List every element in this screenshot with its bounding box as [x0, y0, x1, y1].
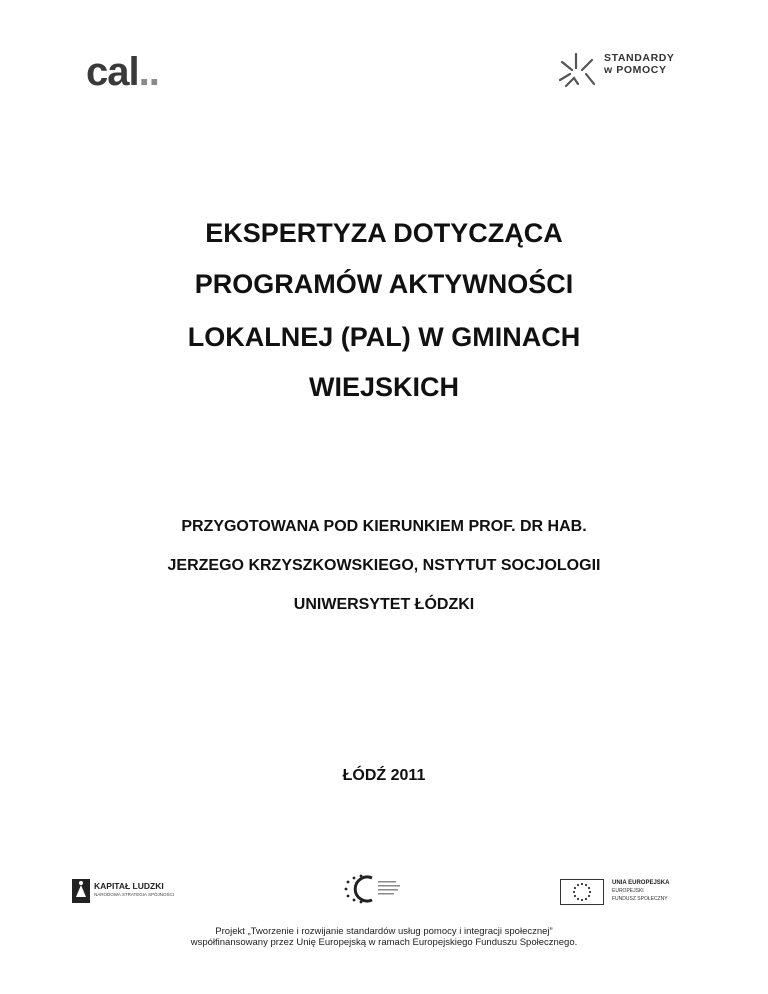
standardy-w-pomocy-logo: [556, 50, 696, 90]
standardy-logo-line1: STANDARDY: [604, 52, 675, 64]
title-line-2: PROGRAMÓW AKTYWNOŚCI: [194, 269, 574, 299]
cal-logo-text: cal: [86, 50, 139, 94]
title-line-4: WIEJSKICH: [308, 372, 460, 402]
kapital-ludzki-figure-icon: [70, 877, 92, 905]
cal-logo-dots: ..: [138, 50, 159, 94]
footer-text-line-2: współfinansowany przez Unię Europejską w ramach Europejskiego Funduszu Społecznego.: [190, 937, 578, 948]
standardy-logo-line2: w POMOCY: [604, 64, 667, 76]
cal-logo: [86, 52, 159, 92]
title-line-3: LOKALNEJ (PAL) W GMINACH: [187, 322, 581, 352]
eu-logo-line3: FUNDUSZ SPOŁECZNY: [612, 896, 668, 902]
subtitle-line-1: PRZYGOTOWANA POD KIERUNKIEM PROF. DR HAB.: [181, 518, 587, 535]
kapital-ludzki-subtitle: NARODOWA STRATEGIA SPÓJNOŚCI: [94, 892, 175, 897]
subtitle-line-3: UNIWERSYTET ŁÓDZKI: [293, 596, 475, 613]
eu-flag-icon: [560, 879, 604, 905]
kapital-ludzki-name: KAPITAŁ LUDZKI: [94, 881, 164, 891]
eu-logo-line1: UNIA EUROPEJSKA: [612, 880, 670, 886]
center-emblem-logo: [338, 872, 410, 906]
eu-stars-icon: [561, 880, 603, 904]
kapital-ludzki-logo: [70, 877, 180, 905]
subtitle-line-2: JERZEGO KRZYSZKOWSKIEGO, NSTYTUT SOCJOLOGII: [167, 557, 601, 574]
title-line-1: EKSPERTYZA DOTYCZĄCA: [205, 218, 563, 248]
eu-logo: [560, 876, 680, 908]
standardy-logo-text: [604, 52, 675, 76]
eu-logo-line2: EUROPEJSKI: [612, 888, 644, 894]
place-date: ŁÓDŹ 2011: [342, 767, 426, 784]
star-figure-icon: [556, 50, 600, 90]
emblem-icon: [338, 872, 410, 906]
footer-text-line-1: Projekt „Tworzenie i rozwijanie standardów usług pomocy i integracji społecznej”: [215, 926, 553, 937]
